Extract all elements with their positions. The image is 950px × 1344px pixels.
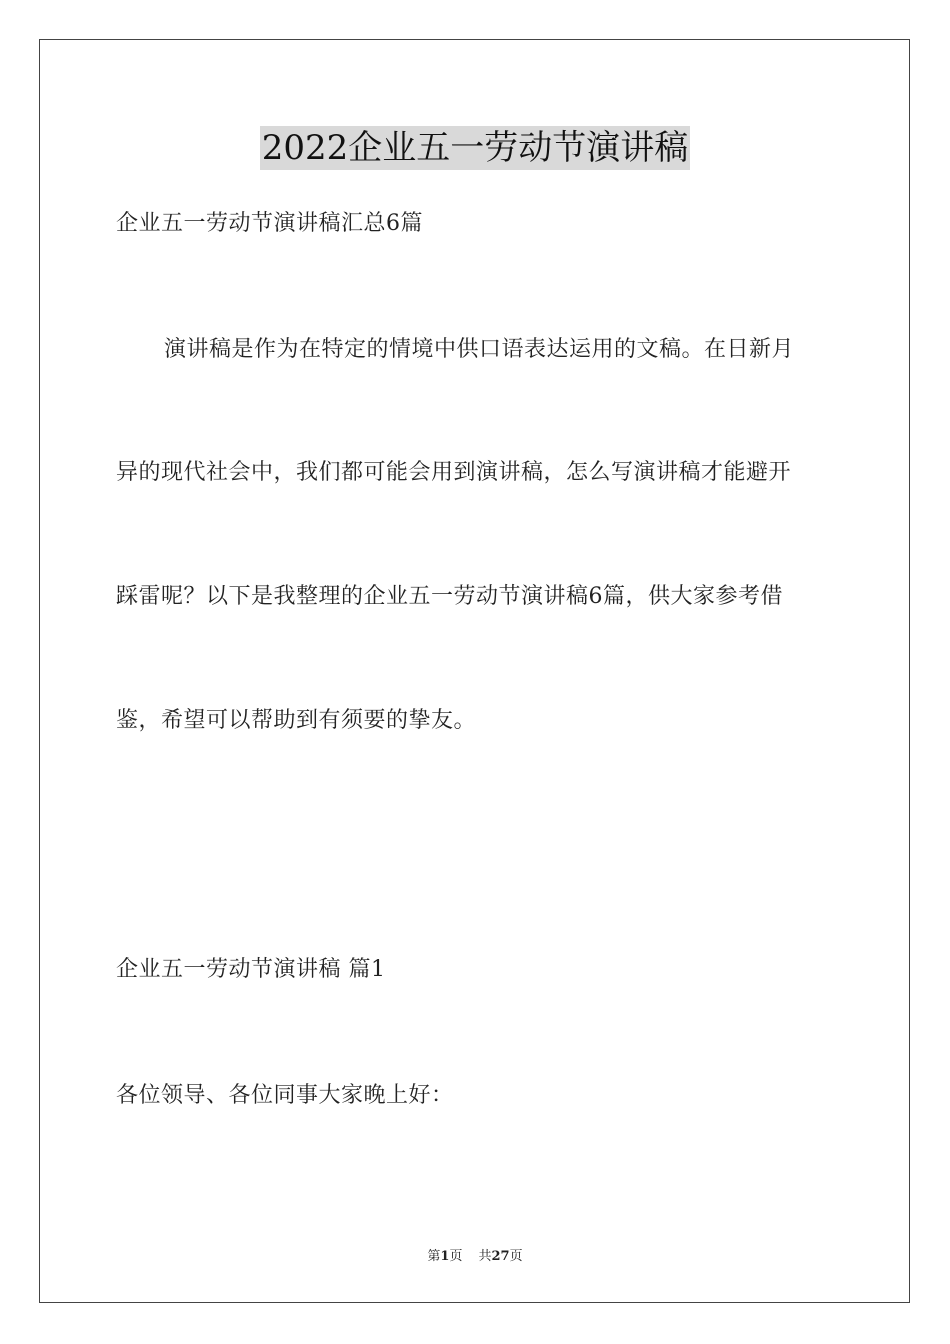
intro-line-3: 踩雷呢？以下是我整理的企业五一劳动节演讲稿6篇，供大家参考借 xyxy=(116,584,783,609)
greeting-line: 各位领导、各位同事大家晚上好： xyxy=(116,1083,454,1108)
page-label-prefix: 第 xyxy=(427,1249,441,1264)
title-container xyxy=(0,126,950,170)
document-title: 2022企业五一劳动节演讲稿 xyxy=(261,128,689,168)
intro-line-1: 演讲稿是作为在特定的情境中供口语表达运用的文稿。在日新月 xyxy=(164,337,795,362)
page-number: 1 xyxy=(440,1249,450,1264)
intro-line-2: 异的现代社会中，我们都可能会用到演讲稿，怎么写演讲稿才能避开 xyxy=(116,460,792,485)
page-label-suffix: 页 xyxy=(449,1249,463,1264)
intro-line-4: 鉴，希望可以帮助到有须要的挚友。 xyxy=(116,708,477,733)
total-label-prefix: 共 xyxy=(478,1249,492,1264)
section-heading: 企业五一劳动节演讲稿 篇1 xyxy=(116,957,386,982)
total-pages: 27 xyxy=(491,1249,510,1264)
total-label-suffix: 页 xyxy=(509,1249,523,1264)
document-subtitle: 企业五一劳动节演讲稿汇总6篇 xyxy=(116,211,423,236)
page-footer xyxy=(0,1248,950,1266)
